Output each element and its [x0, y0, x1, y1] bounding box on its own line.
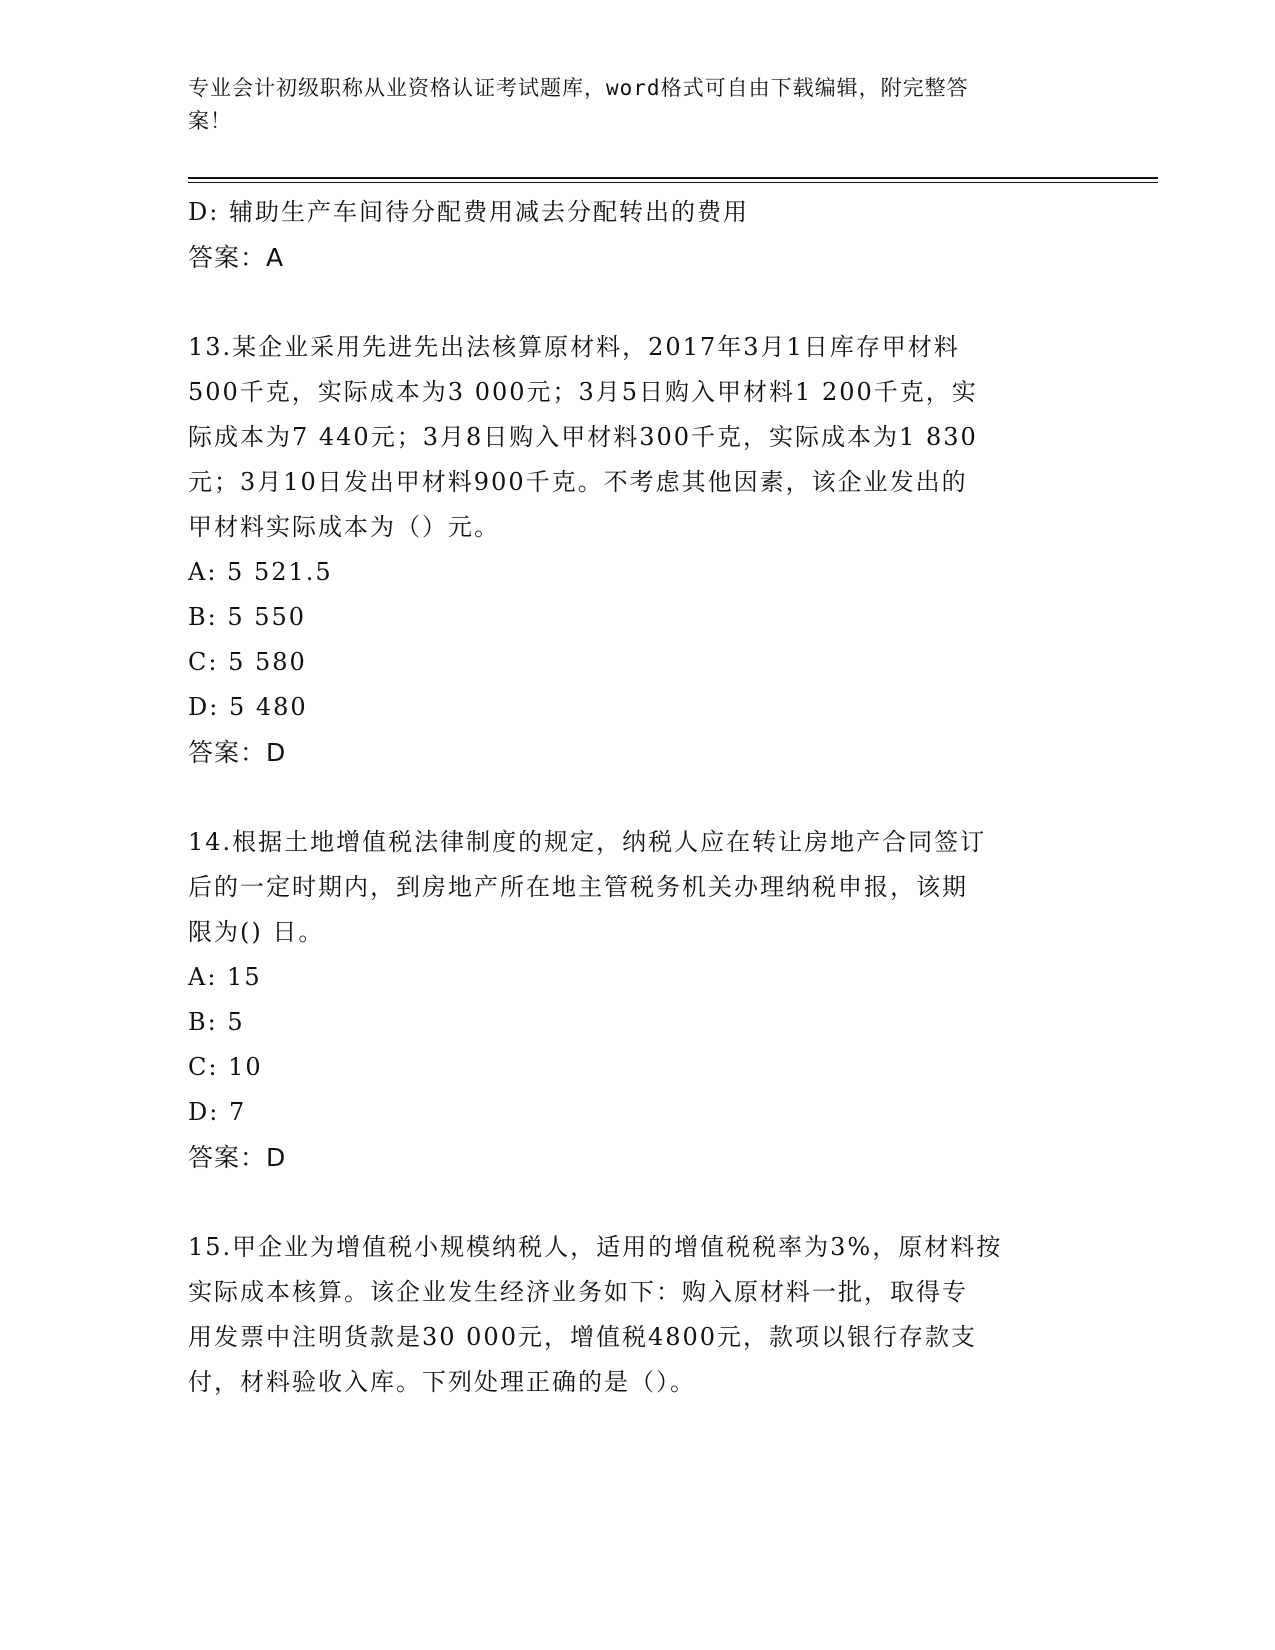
q13-stem-line: 500千克，实际成本为3 000元；3月5日购入甲材料1 200千克，实: [188, 378, 978, 406]
spacer: [188, 1180, 1088, 1225]
document-body: [188, 190, 1088, 1405]
spacer: [188, 280, 1088, 325]
spacer: [188, 775, 1088, 820]
q14-option-b: B: 5: [188, 1008, 245, 1036]
q13-stem-line: 13.某企业采用先进先出法核算原材料，2017年3月1日库存甲材料: [188, 333, 960, 361]
q14-option-d: D: 7: [188, 1098, 247, 1126]
q13-option-a: A: 5 521.5: [188, 558, 333, 586]
q14-stem-line: 14.根据土地增值税法律制度的规定，纳税人应在转让房地产合同签订: [188, 828, 987, 856]
prev-answer: 答案：A: [188, 243, 285, 272]
document-header: [188, 72, 1068, 138]
q13-option-c: C: 5 580: [188, 648, 307, 676]
header-rule-thick: [188, 177, 1158, 179]
q14-option-c: C: 10: [188, 1053, 263, 1081]
question-14: [188, 820, 1088, 1180]
q15-stem-line: 15.甲企业为增值税小规模纳税人，适用的增值税税率为3%，原材料按: [188, 1233, 1003, 1261]
q15-stem-line: 实际成本核算。该企业发生经济业务如下：购入原材料一批，取得专: [188, 1278, 968, 1306]
q14-stem-line: 限为() 日。: [188, 918, 325, 946]
q15-stem-line: 付，材料验收入库。下列处理正确的是（）。: [188, 1368, 696, 1396]
q15-stem-line: 用发票中注明货款是30 000元，增值税4800元，款项以银行存款支: [188, 1323, 978, 1351]
header-rule-thin: [188, 182, 1158, 183]
q13-option-b: B: 5 550: [188, 603, 307, 631]
q14-stem-line: 后的一定时期内，到房地产所在地主管税务机关办理纳税申报，该期: [188, 873, 968, 901]
prev-option-d: D: 辅助生产车间待分配费用减去分配转出的费用: [188, 198, 749, 226]
header-line-1: 专业会计初级职称从业资格认证考试题库，word格式可自由下载编辑，附完整答: [188, 76, 969, 100]
question-13: [188, 325, 1088, 775]
q13-stem-line: 际成本为7 440元；3月8日购入甲材料300千克，实际成本为1 830: [188, 423, 978, 451]
header-line-2: 案！: [188, 109, 232, 133]
question-15: [188, 1225, 1088, 1405]
q13-stem-line: 甲材料实际成本为（）元。: [188, 513, 500, 541]
q13-answer: 答案：D: [188, 738, 287, 767]
q14-answer: 答案：D: [188, 1143, 287, 1172]
q14-option-a: A: 15: [188, 963, 262, 991]
q13-option-d: D: 5 480: [188, 693, 308, 721]
q13-stem-line: 元；3月10日发出甲材料900千克。不考虑其他因素，该企业发出的: [188, 468, 968, 496]
